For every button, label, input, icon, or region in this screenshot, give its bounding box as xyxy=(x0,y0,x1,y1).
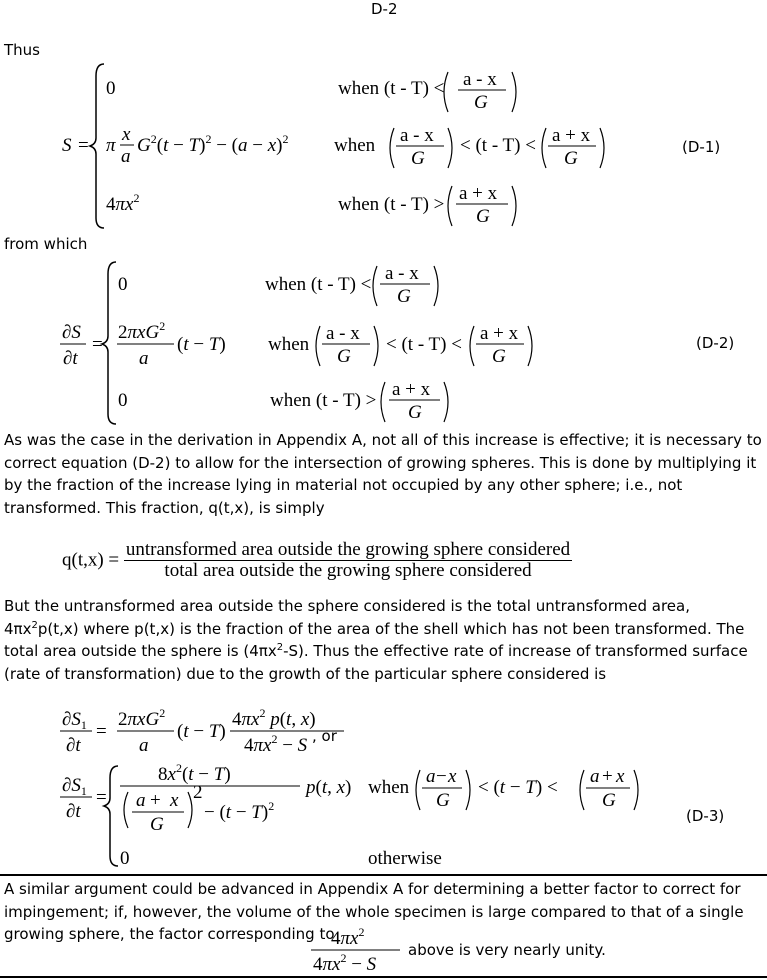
para2-sup-2: 2 xyxy=(276,642,284,653)
svg-text:∂S: ∂S xyxy=(62,322,81,343)
svg-text:− (t − T)2: − $(t - T)^2$ xyxy=(204,799,275,823)
equation-label-d1: (D-1) xyxy=(682,138,721,156)
or-text: , or xyxy=(312,727,337,745)
svg-text:G: G xyxy=(150,814,164,835)
svg-text:when: when xyxy=(334,135,376,156)
paragraph-intersection: As was the case in the derivation in Appendix A, not all of this increase is effective; it is necessary to correct equation (D-2) to allow for the intersection of growing spheres. This is done by multiplying it by the fraction of the increase lying in material not occupied by any other sphere; i.e., not transformed. This fraction, q(t,x), is simply xyxy=(4,431,762,517)
svg-text:0: 0 xyxy=(106,78,116,99)
from-which-label: from which xyxy=(4,235,88,253)
svg-text:a: a xyxy=(139,735,149,756)
svg-text:G: G xyxy=(476,206,490,227)
svg-text:=: = xyxy=(92,334,103,355)
q-denominator: total area outside the growing sphere considered xyxy=(164,560,532,581)
svg-text:4πx2: $4\pi x^2$ xyxy=(106,191,140,215)
svg-text:∂t: ∂t xyxy=(63,348,78,369)
svg-text:when (t - T) >: when (t - T) > xyxy=(338,194,445,215)
svg-text:a: a xyxy=(426,766,436,787)
page-number: D-2 xyxy=(371,0,398,18)
svg-text:π: π xyxy=(106,135,116,156)
svg-text:+: + xyxy=(150,790,161,811)
divider-bottom xyxy=(0,976,767,978)
svg-text:G: G xyxy=(337,346,351,367)
svg-text:p(t, x): p(t, x) xyxy=(306,777,352,798)
svg-text:a: a xyxy=(136,790,146,811)
equation-label-d2: (D-2) xyxy=(696,334,735,352)
svg-text:a - x: a - x xyxy=(400,125,434,146)
svg-text:=: = xyxy=(96,721,107,742)
svg-text:(t − T): (t − T) xyxy=(177,334,226,355)
thus-label: Thus xyxy=(4,41,40,59)
svg-text:∂S1: $\partial S_1$ xyxy=(62,775,87,798)
svg-text:< (t − T) <: < (t − T) < xyxy=(478,777,558,798)
para2-part-a: But the untransformed area outside the sphere considered is the total untransformed area, 4πx xyxy=(4,597,690,638)
svg-text:8x2(t − T): $8x^2(t - T)$ xyxy=(158,761,231,785)
svg-text:G: G xyxy=(397,286,411,307)
svg-text:4πx2 p(t, x): $4\pi x^2$ p(t, x) xyxy=(232,706,316,730)
otherwise-label: otherwise xyxy=(368,848,442,869)
svg-text:G: G xyxy=(474,92,488,113)
svg-text:(t − T): (t − T) xyxy=(177,721,226,742)
svg-text:a + x: a + x xyxy=(459,183,498,204)
svg-text:x: x xyxy=(122,124,131,145)
svg-text:2πxG2: 2πxG$^2$ xyxy=(118,319,166,343)
svg-text:0: 0 xyxy=(118,274,128,295)
svg-text:0: 0 xyxy=(118,390,128,411)
svg-text:0: 0 xyxy=(120,848,130,869)
svg-text:a - x: a - x xyxy=(385,263,419,284)
svg-text:∂t: ∂t xyxy=(66,735,81,756)
para2-part-b: p(t,x) where p(t,x) is the fraction of the area of the shell which has not been transformed. The total area outside the sphere is (4πx xyxy=(4,619,745,660)
svg-text:2πxG2: 2πxG$^2$ xyxy=(118,706,166,730)
svg-text:when: when xyxy=(368,777,410,798)
para3-part-b: above is very nearly unity. xyxy=(408,941,606,959)
divider-top xyxy=(0,874,767,876)
svg-text:< (t - T) <: < (t - T) < xyxy=(460,135,536,156)
svg-text:G: G xyxy=(436,790,450,811)
svg-text:+: + xyxy=(602,766,613,787)
svg-text:G: G xyxy=(564,148,578,169)
svg-text:a + x: a + x xyxy=(552,125,591,146)
svg-text:< (t - T) <: < (t - T) < xyxy=(386,334,462,355)
svg-text:a + x: a + x xyxy=(392,379,431,400)
svg-text:G: G xyxy=(492,346,506,367)
equation-label-d3: (D-3) xyxy=(686,807,725,825)
svg-text:−: − xyxy=(436,766,447,787)
svg-text:2: 2 xyxy=(193,782,203,803)
svg-text:when (t - T) >: when (t - T) > xyxy=(270,390,377,411)
svg-text:G: G xyxy=(602,790,616,811)
svg-text:∂S1: $\partial S_1$ xyxy=(62,709,87,732)
q-numerator: untransformed area outside the growing sphere considered xyxy=(125,539,571,560)
svg-text:when (t - T) <: when (t - T) < xyxy=(338,78,445,99)
svg-text:∂t: ∂t xyxy=(66,801,81,822)
q-lhs: q(t,x) = xyxy=(62,549,120,571)
svg-text:x: x xyxy=(170,790,179,811)
svg-text:x: x xyxy=(616,766,625,787)
svg-text:G: G xyxy=(411,148,425,169)
svg-text:x: x xyxy=(448,766,457,787)
para2-part-c: -S). Thus the effective rate of increase of transformed surface (rate of transformation) due to the growth of the particular sphere considered is xyxy=(4,642,748,683)
svg-text:4πx2: $4\pi x^2$ xyxy=(331,925,365,949)
paragraph-impingement xyxy=(4,878,764,946)
svg-text:a: a xyxy=(139,348,149,369)
svg-text:a - x: a - x xyxy=(326,323,360,344)
svg-text:a + x: a + x xyxy=(480,323,519,344)
svg-text:when: when xyxy=(268,334,310,355)
svg-text:=: = xyxy=(96,787,107,808)
svg-text:=: = xyxy=(78,135,89,156)
para2-sup-1: 2 xyxy=(31,619,38,631)
svg-text:a: a xyxy=(121,146,131,167)
svg-text:when (t - T) <: when (t - T) < xyxy=(265,274,372,295)
svg-text:G: G xyxy=(408,402,422,423)
svg-text:4πx2 − S: $4\pi x^2 - S$ xyxy=(313,951,377,975)
svg-text:a: a xyxy=(590,766,600,787)
svg-text:4πx2 − S: $4\pi x^2 - S$ xyxy=(244,732,308,756)
svg-text:a - x: a - x xyxy=(463,69,497,90)
para3-part-a: A similar argument could be advanced in Appendix A for determining a better factor to correct for impingement; if, however, the volume of the whole specimen is large compared to that of a single growing sphere, the factor corresponding to xyxy=(4,880,744,943)
svg-text:S: S xyxy=(62,135,72,156)
svg-text:G2(t − T)2 − (a − x)2: $G^2(t - T)^2 - (a - x)^2$ xyxy=(137,132,289,156)
